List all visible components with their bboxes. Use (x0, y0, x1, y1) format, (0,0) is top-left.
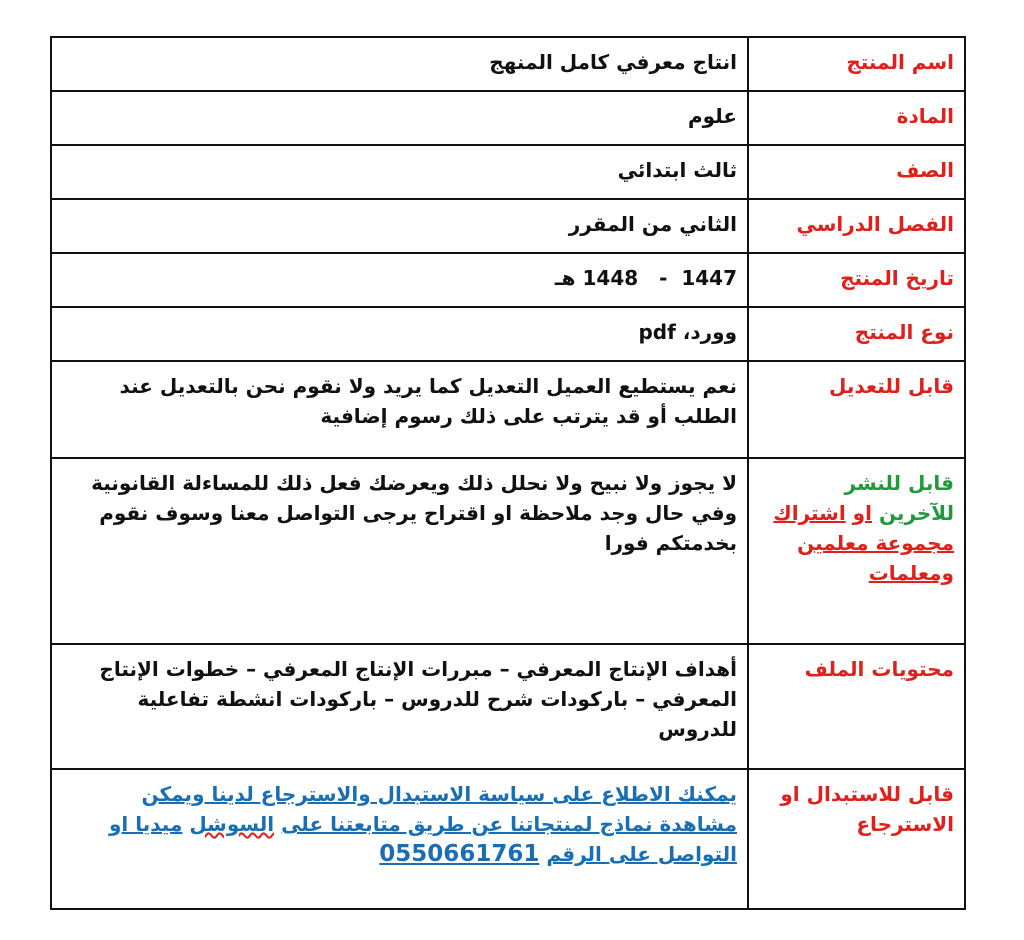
value-grade: ثالث ابتدائي (51, 145, 748, 199)
row-publishing (51, 458, 965, 644)
value-semester: الثاني من المقرر (51, 199, 748, 253)
label-date: تاريخ المنتج (748, 253, 965, 307)
label-publishing-part1: قابل للنشر (844, 471, 954, 495)
row-exchange (51, 769, 965, 909)
label-exchange: قابل للاستبدال او الاسترجاع (748, 769, 965, 909)
label-type: نوع المنتج (748, 307, 965, 361)
value-date (51, 253, 748, 307)
row-contents (51, 644, 965, 769)
row-subject (51, 91, 965, 145)
date-suffix: هـ (554, 266, 576, 290)
label-publishing-part3: او (852, 501, 872, 525)
row-type (51, 307, 965, 361)
label-product-name: اسم المنتج (748, 37, 965, 91)
value-publishing: لا يجوز ولا نبيح ولا نحلل ذلك ويعرضك فعل ذلك للمساءلة القانونية وفي حال وجد ملاحظة او اقتراح يرجى التواصل معنا وسوف نقوم بخدمتكم فورا (51, 458, 748, 644)
row-editable (51, 361, 965, 458)
label-editable: قابل للتعديل (748, 361, 965, 458)
label-semester: الفصل الدراسي (748, 199, 965, 253)
exchange-text-part1[interactable]: يمكنك الاطلاع على سياسة الاستبدال والاسترجاع لدينا ويمكن مشاهدة نماذج لمنتجاتنا عن طريق متابعتنا على (141, 782, 737, 836)
date-to: 1448 (582, 266, 639, 290)
label-publishing (748, 458, 965, 644)
value-contents: أهداف الإنتاج المعرفي – مبررات الإنتاج المعرفي – خطوات الإنتاج المعرفي – باركودات شرح للدروس – باركودات انشطة تفاعلية للدروس (51, 644, 748, 769)
date-separator: - (659, 266, 668, 290)
value-type: وورد، pdf (51, 307, 748, 361)
date-from: 1447 (681, 266, 737, 290)
label-contents: محتويات الملف (748, 644, 965, 769)
row-date (51, 253, 965, 307)
row-semester (51, 199, 965, 253)
row-product-name (51, 37, 965, 91)
label-grade: الصف (748, 145, 965, 199)
exchange-text-part3[interactable]: ميديا او التواصل على الرقم (108, 812, 737, 866)
exchange-text-part2[interactable]: السوشل (189, 812, 275, 836)
row-grade (51, 145, 965, 199)
value-subject: علوم (51, 91, 748, 145)
value-exchange (51, 769, 748, 909)
label-subject: المادة (748, 91, 965, 145)
phone-number-link[interactable]: 0550661761 (379, 841, 540, 867)
value-editable: نعم يستطيع العميل التعديل كما يريد ولا نقوم نحن بالتعديل عند الطلب أو قد يترتب على ذلك رسوم إضافية (51, 361, 748, 458)
label-publishing-part2: للآخرين (878, 501, 954, 525)
label-publishing-part4: اشتراك مجموعة معلمين ومعلمات (773, 501, 954, 585)
value-product-name: انتاج معرفي كامل المنهج (51, 37, 748, 91)
product-info-table (50, 36, 966, 910)
